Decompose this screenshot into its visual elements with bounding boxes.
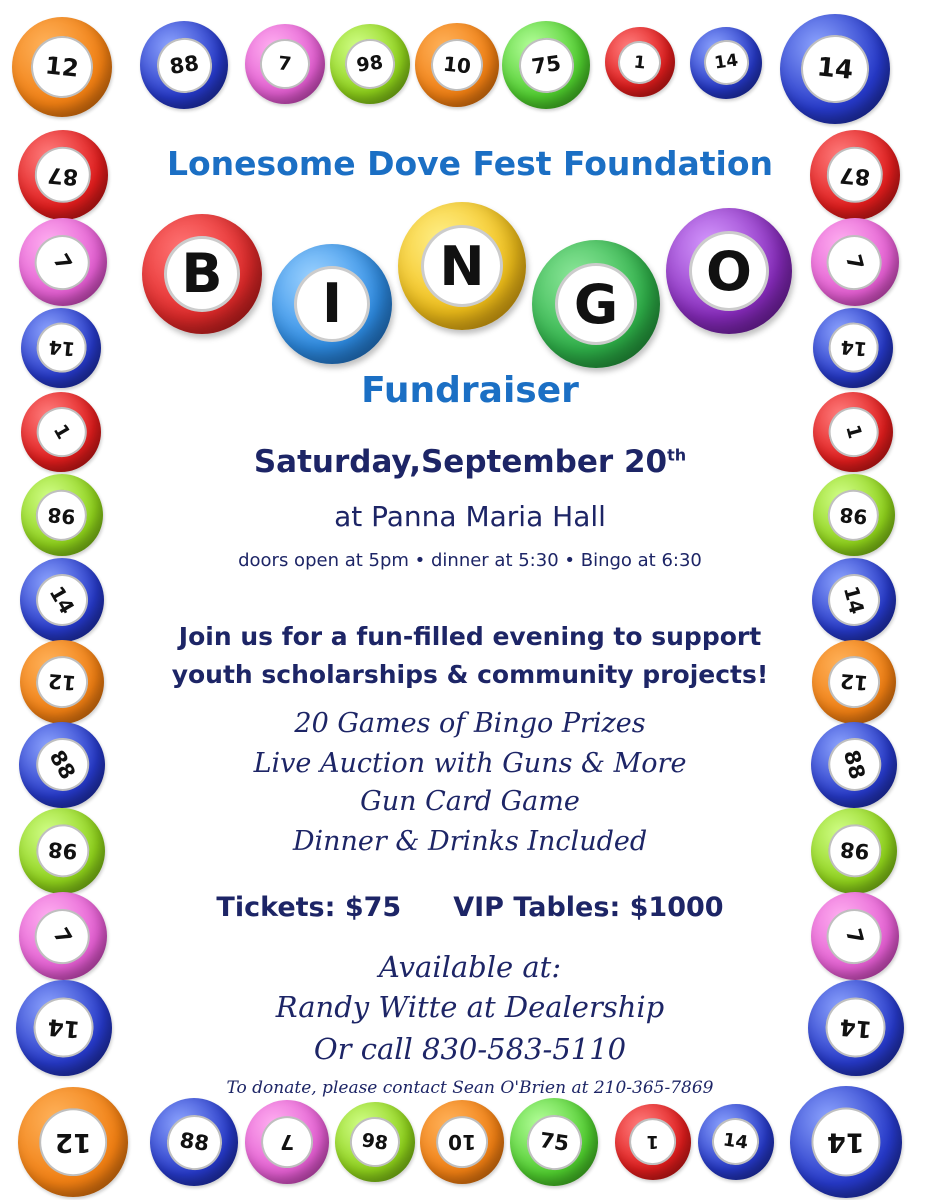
border-ball-label: 14 [826,321,880,375]
border-ball-bottom [698,1104,774,1180]
bingo-ball-g [532,240,660,368]
border-ball-label: 14 [701,37,751,87]
event-schedule: doors open at 5pm • dinner at 5:30 • Bingo at 6:30 [238,550,702,571]
border-ball-left [19,722,105,808]
border-ball-label: 10 [436,1116,488,1168]
border-ball-bottom [420,1100,504,1184]
border-ball-label: 87 [825,145,885,205]
border-ball-label: 14 [34,321,88,375]
bingo-ball-i [272,244,392,364]
border-ball-left [21,308,101,388]
bingo-ball-n [398,202,526,330]
border-ball-label: 7 [258,37,313,92]
event-venue: at Panna Maria Hall [334,500,606,533]
event-date-suffix: th [667,445,687,465]
border-ball-label: 88 [163,1111,225,1173]
donation-note: To donate, please contact Sean O'Brien at 210-365-7869 [226,1078,714,1098]
border-ball-right [811,722,897,808]
border-ball-label: 98 [825,822,883,880]
border-ball-label: 87 [33,145,93,205]
border-ball-label: 12 [34,654,90,710]
border-ball-right [813,474,895,556]
border-ball-label: 7 [821,229,888,296]
border-ball-label: 12 [28,33,96,101]
border-ball-right [813,308,893,388]
pricing [140,892,800,923]
border-ball-label: 14 [26,564,97,635]
availability-location: Randy Witte at Dealership [275,990,665,1024]
border-ball-label: 98 [33,822,91,880]
border-ball-label: 88 [822,732,887,797]
border-ball-top [605,27,675,97]
event-date-main: Saturday,September 20 [253,444,668,480]
organization-title: Lonesome Dove Fest Foundation [166,144,774,183]
feature-item: 20 Games of Bingo Prizes [294,708,646,739]
border-ball-label: 7 [261,1116,313,1168]
border-ball-label: 98 [342,36,398,92]
border-ball-left [21,474,103,556]
border-ball-top [690,27,762,99]
border-ball-bottom [790,1086,902,1198]
border-ball-label: 88 [153,35,215,97]
ticket-price: Tickets: $75 [216,892,402,923]
invitation-line-1: Join us for a fun-filled evening to support [178,622,762,651]
border-ball-label: 14 [709,1115,762,1168]
border-ball-label: 1 [629,1118,676,1165]
bingo-letter-n: N [439,234,485,298]
border-ball-top [245,24,325,104]
bingo-letter-o: O [706,239,752,303]
border-ball-label: 7 [25,225,100,300]
border-ball-label: 98 [34,487,89,542]
border-ball-bottom [245,1100,329,1184]
border-ball-label: 1 [616,38,664,86]
availability-heading: Available at: [378,950,562,984]
border-ball-label: 75 [515,35,577,97]
border-ball-label: 14 [822,568,886,632]
border-ball-left [20,558,104,642]
border-ball-right [810,130,900,220]
border-ball-label: 7 [25,899,100,974]
border-ball-top [330,24,410,104]
availability-phone: Or call 830-583-5110 [313,1032,627,1066]
border-ball-label: 1 [823,402,884,463]
invitation-text [140,618,800,694]
border-ball-bottom [615,1104,691,1180]
border-ball-label: 12 [826,654,882,710]
border-ball-left [19,218,107,306]
fundraiser-subtitle: Fundraiser [361,370,579,411]
border-ball-label: 10 [428,36,485,93]
border-ball-right [812,558,896,642]
border-ball-label: 75 [523,1111,585,1173]
border-ball-left [18,130,108,220]
feature-item: Live Auction with Guns & More [253,748,687,779]
border-ball-top [415,23,499,107]
border-ball-label: 98 [347,1114,403,1170]
border-ball-right [811,892,899,980]
bingo-ball-o [666,208,792,334]
border-ball-bottom [150,1098,238,1186]
border-ball-right [808,980,904,1076]
vip-table-price: VIP Tables: $1000 [453,892,724,923]
feature-item: Dinner & Drinks Included [292,826,648,857]
border-ball-right [811,218,899,306]
border-ball-label: 14 [824,996,888,1060]
border-ball-left [19,892,107,980]
bingo-letter-g: G [573,272,619,336]
border-ball-left [20,640,104,724]
border-ball-label: 1 [27,398,95,466]
border-ball-bottom [510,1098,598,1186]
border-ball-top [502,21,590,109]
border-ball-top [12,17,112,117]
border-ball-top [780,14,890,124]
border-ball-label: 14 [798,32,873,107]
bingo-letter-b: B [181,242,223,306]
border-ball-right [813,392,893,472]
bingo-letter-i: I [321,272,343,336]
border-ball-top [140,21,228,109]
border-ball-label: 98 [826,487,881,542]
border-ball-bottom [18,1087,128,1197]
border-ball-label: 14 [32,996,96,1060]
border-ball-right [812,640,896,724]
feature-item: Gun Card Game [360,786,580,817]
border-ball-left [19,808,105,894]
border-ball-left [16,980,112,1076]
invitation-line-2: youth scholarships & community projects! [171,660,769,689]
border-ball-bottom [335,1102,415,1182]
border-ball-label: 88 [26,729,99,802]
border-ball-label: 7 [821,903,888,970]
border-ball-label: 12 [39,1108,107,1176]
event-date [140,444,800,480]
border-ball-right [811,808,897,894]
border-ball-label: 14 [811,1107,880,1176]
border-ball-left [21,392,101,472]
bingo-ball-b [142,214,262,334]
